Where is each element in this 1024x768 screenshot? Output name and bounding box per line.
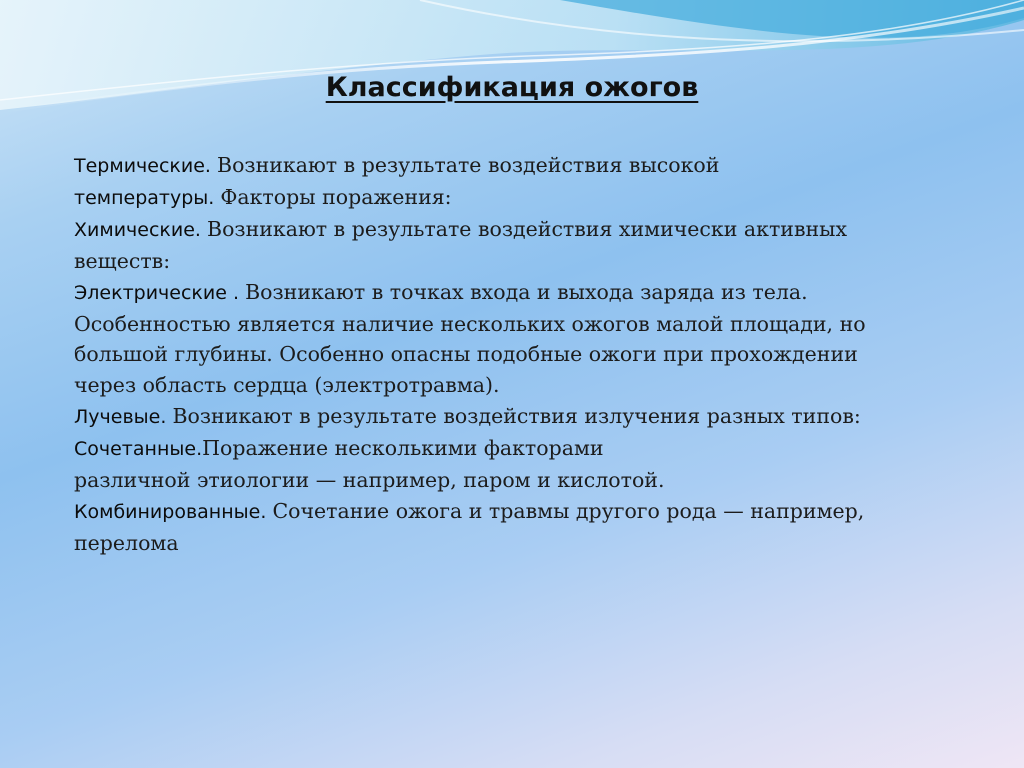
desc-thermal-factors: Факторы поражения: <box>220 184 452 209</box>
term-radiation: Лучевые <box>74 406 161 429</box>
desc-combined-etiology: различной этиологии — например, паром и кислотой. <box>74 468 665 493</box>
term-punct: . <box>160 406 173 429</box>
list-item-complex <box>74 496 874 559</box>
list-item-thermal <box>74 150 874 214</box>
desc-combined: Поражение несколькими факторами <box>202 436 604 461</box>
slide-title <box>0 72 1024 103</box>
term-chemical: Химические <box>74 218 195 241</box>
term-punct: . <box>232 281 246 304</box>
term-punct: . <box>260 500 273 523</box>
desc-electrical: Возникают в точках входа и выхода заряда из тела. Особенностью является наличие нескольких ожогов малой площади, но большой глубины. Особенно опасны подобные ожоги при прохождении через область сердца (электротравма). <box>74 279 866 398</box>
term-punct: . <box>204 155 218 177</box>
desc-chemical: Возникают в результате воздействия химически активных веществ: <box>74 216 848 273</box>
list-item-radiation <box>74 401 874 433</box>
term-punct: . <box>196 438 203 461</box>
list-item-chemical <box>74 214 874 277</box>
classification-list <box>74 150 874 559</box>
term-punct: . <box>194 218 208 241</box>
term-temperature: температуры <box>74 186 209 209</box>
list-item-electrical <box>74 277 874 402</box>
decorative-waves <box>0 0 1024 130</box>
term-combined: Сочетанные <box>74 438 197 461</box>
desc-radiation: Возникают в результате воздействия излучения разных типов: <box>172 404 861 429</box>
list-item-combined <box>74 433 874 496</box>
desc-complex: Сочетание ожога и травмы другого рода — например, перелома <box>74 498 865 555</box>
desc-thermal: Возникают в результате воздействия высокой <box>217 153 720 177</box>
term-punct: . <box>208 186 221 209</box>
term-complex: Комбинированные <box>74 500 261 523</box>
term-electrical: Электрические <box>74 281 233 304</box>
term-thermal: Термические <box>74 155 205 177</box>
slide-title-text: Классификация ожогов <box>325 72 699 103</box>
